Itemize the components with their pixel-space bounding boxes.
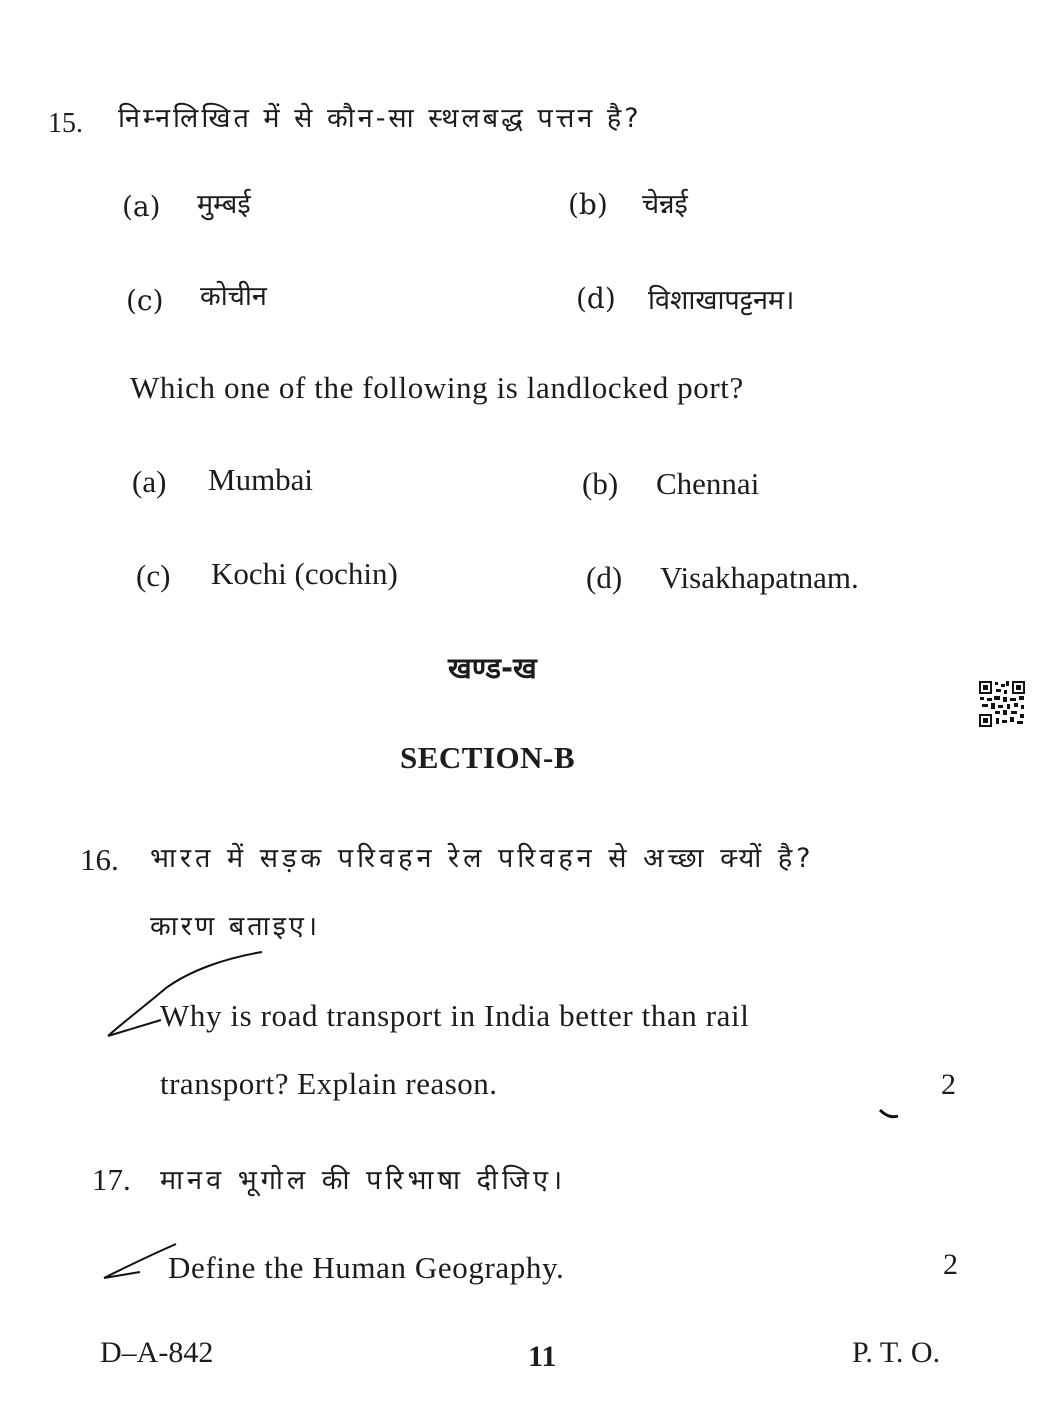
q17-number: 17. <box>92 1162 131 1197</box>
q15-en-option-b-label: (b) <box>582 466 619 501</box>
q15-en-option-a-label: (a) <box>132 464 167 499</box>
section-heading-hindi: खण्ड-ख <box>448 651 537 685</box>
footer-code: D–A-842 <box>100 1336 214 1369</box>
q15-hi-option-c: कोचीन <box>200 281 267 312</box>
q15-hi-option-d-label: (d) <box>576 282 616 315</box>
section-heading-english: SECTION-B <box>400 740 576 775</box>
q17-hindi: मानव भूगोल की परिभाषा दीजिए। <box>160 1165 567 1196</box>
q15-english-question: Which one of the following is landlocked port? <box>130 370 744 405</box>
q15-en-option-d-label: (d) <box>586 560 623 595</box>
q16-english-line2: transport? Explain reason. <box>160 1066 498 1101</box>
q15-en-option-a: Mumbai <box>208 462 314 497</box>
q15-en-option-b: Chennai <box>656 466 760 501</box>
q15-number: 15. <box>48 108 83 139</box>
q15-hi-option-b: चेन्नई <box>642 189 688 220</box>
q15-hi-option-c-label: (c) <box>126 284 164 317</box>
q15-en-option-c: Kochi (cochin) <box>211 556 398 591</box>
q15-hi-option-d: विशाखापट्टनम। <box>648 285 795 316</box>
pen-mark-icon <box>878 1106 902 1120</box>
page-number: 11 <box>528 1340 557 1373</box>
q16-english-line1: Why is road transport in India better than rail <box>160 998 750 1033</box>
q15-hindi-question: निम्नलिखित में से कौन-सा स्थलबद्ध पत्तन है? <box>118 103 642 134</box>
q17-marks: 2 <box>943 1248 958 1281</box>
q16-hindi-line2: कारण बताइए। <box>150 911 321 942</box>
q15-hi-option-b-label: (b) <box>568 188 608 221</box>
q17-english: Define the Human Geography. <box>168 1250 565 1285</box>
qr-code-icon <box>978 680 1026 728</box>
q16-number: 16. <box>80 842 119 877</box>
q16-hindi-line1: भारत में सड़क परिवहन रेल परिवहन से अच्छा क्यों है? <box>150 843 815 874</box>
q16-marks: 2 <box>941 1068 956 1101</box>
q15-hi-option-a-label: (a) <box>122 190 161 223</box>
q15-en-option-c-label: (c) <box>136 558 171 593</box>
q15-hi-option-a: मुम्बई <box>197 189 251 220</box>
footer-pto: P. T. O. <box>852 1336 941 1369</box>
q15-en-option-d: Visakhapatnam. <box>660 560 859 595</box>
